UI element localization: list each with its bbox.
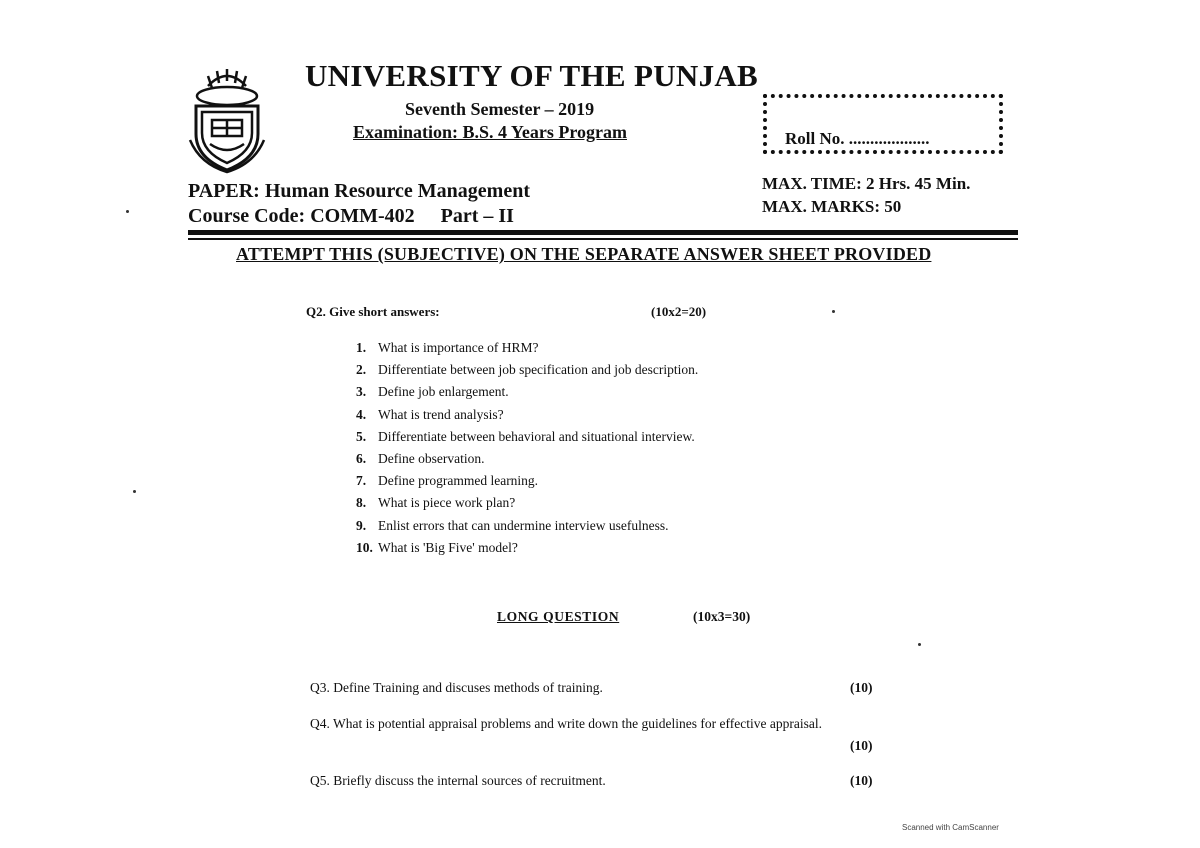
question-number: 2.	[356, 362, 367, 378]
header-divider-thin	[188, 238, 1018, 240]
long-questions-heading: LONG QUESTION	[497, 609, 620, 624]
semester-line: Seventh Semester – 2019	[405, 99, 595, 119]
question-text: Enlist errors that can undermine interview usefulness.	[378, 517, 669, 533]
question-number: 7.	[356, 473, 367, 489]
header-divider-thick	[188, 230, 1018, 235]
question-number: 3.	[356, 384, 367, 400]
scanner-watermark: Scanned with CamScanner	[902, 823, 999, 832]
short-questions-marks: (10x2=20)	[651, 304, 707, 319]
course-code-line	[188, 205, 514, 228]
list-item	[356, 518, 698, 540]
question-number: 6.	[356, 450, 367, 466]
question-number: 5.	[356, 428, 367, 444]
scan-speck	[832, 310, 835, 313]
list-item	[356, 407, 698, 429]
instruction-banner: ATTEMPT THIS (SUBJECTIVE) ON THE SEPARATE ANSWER SHEET PROVIDED	[236, 244, 932, 264]
short-questions-list	[356, 340, 698, 562]
university-crest-icon	[186, 66, 268, 174]
long-question-q3: Q3. Define Training and discuses methods of training.	[310, 680, 603, 695]
list-item	[356, 540, 698, 562]
scan-speck	[126, 210, 129, 213]
question-text: Differentiate between job specification and job description.	[378, 362, 699, 378]
list-item	[356, 473, 698, 495]
question-text: Define observation.	[378, 450, 485, 466]
list-item	[356, 340, 698, 362]
question-text: Define job enlargement.	[378, 384, 509, 400]
long-questions-marks: (10x3=30)	[693, 609, 751, 624]
question-number: 9.	[356, 517, 367, 533]
list-item	[356, 362, 698, 384]
roll-number-label: Roll No. ...................	[785, 129, 930, 148]
list-item	[356, 429, 698, 451]
list-item	[356, 451, 698, 473]
examination-line: Examination: B.S. 4 Years Program	[353, 122, 627, 142]
max-marks: MAX. MARKS: 50	[762, 197, 902, 216]
paper-title: PAPER: Human Resource Management	[188, 180, 530, 202]
question-number: 1.	[356, 340, 367, 355]
part-label: Part – II	[440, 205, 514, 227]
scan-speck	[918, 643, 921, 646]
long-question-q3-marks: (10)	[850, 680, 873, 695]
question-text: Define programmed learning.	[378, 473, 539, 489]
max-time: MAX. TIME: 2 Hrs. 45 Min.	[762, 174, 971, 193]
short-questions-heading: Q2. Give short answers:	[306, 304, 440, 319]
question-text: What is piece work plan?	[378, 495, 516, 511]
list-item	[356, 384, 698, 406]
long-question-q4: Q4. What is potential appraisal problems and write down the guidelines for effective appraisal.	[310, 716, 822, 731]
question-text: What is 'Big Five' model?	[378, 539, 518, 555]
question-number: 4.	[356, 406, 367, 422]
roll-number-box	[763, 94, 1003, 154]
list-item	[356, 495, 698, 517]
question-text: What is trend analysis?	[378, 406, 504, 422]
university-title: UNIVERSITY OF THE PUNJAB	[305, 58, 759, 93]
long-question-q5: Q5. Briefly discuss the internal sources of recruitment.	[310, 773, 606, 788]
course-code: Course Code: COMM-402	[188, 205, 415, 227]
long-question-q5-marks: (10)	[850, 773, 873, 788]
question-number: 10.	[356, 539, 373, 555]
question-number: 8.	[356, 495, 367, 511]
long-question-q4-marks: (10)	[850, 738, 873, 753]
question-text: Differentiate between behavioral and situational interview.	[378, 428, 695, 444]
scan-speck	[133, 490, 136, 493]
question-text: What is importance of HRM?	[378, 340, 539, 355]
